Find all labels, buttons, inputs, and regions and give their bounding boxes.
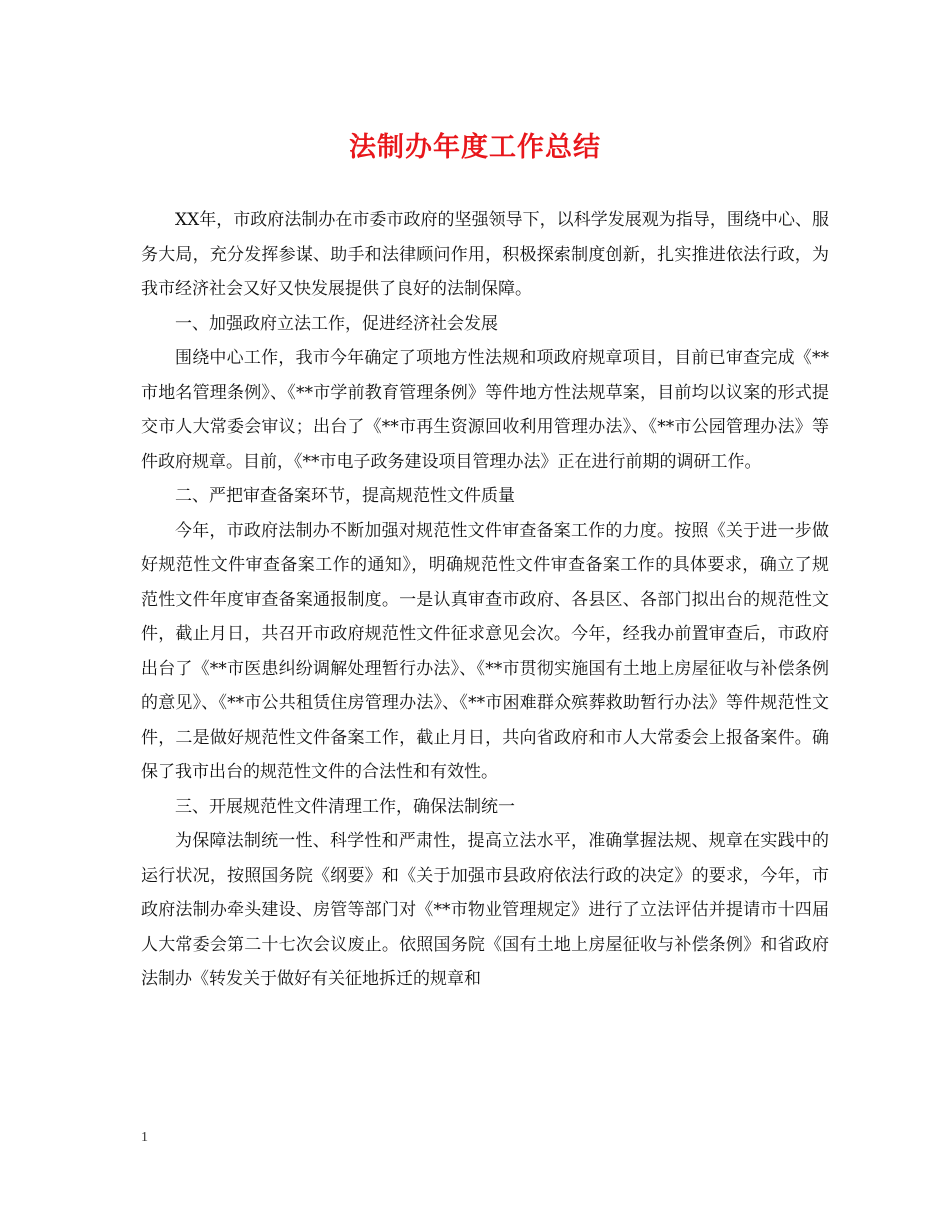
- document-title: 法制办年度工作总结: [349, 132, 601, 163]
- paragraph-section-2: 今年，市政府法制办不断加强对规范性文件审查备案工作的力度。按照《关于进一步做好规范性文件审查备案工作的通知》，明确规范性文件审查备案工作的具体要求，确立了规范性文件年度审查备案通报制度。一是认真审查市政府、各县区、各部门拟出台的规范性文件，截止月日，共召开市政府规范性文件征求意见会次。今年，经我办前置审查后，市政府出台了《**市医患纠纷调解处理暂行办法》、《**市贯彻实施国有土地上房屋征收与补偿条例的意见》、《**市公共租赁住房管理办法》、《**市困难群众殡葬救助暂行办法》等件规范性文件，二是做好规范性文件备案工作，截止月日，共向省政府和市人大常委会上报备案件。确保了我市出台的规范性文件的合法性和有效性。: [141, 520, 829, 782]
- section-heading-2: 二、严把审查备案环节，提高规范性文件质量: [175, 486, 515, 506]
- document-body: [141, 203, 829, 997]
- paragraph-intro: XX年，市政府法制办在市委市政府的坚强领导下，以科学发展观为指导，围绕中心、服务大局，充分发挥参谋、助手和法律顾问作用，积极探索制度创新，扎实推进依法行政，为我市经济社会又好又快发展提供了良好的法制保障。: [141, 210, 829, 299]
- section-heading-3: 三、开展规范性文件清理工作，确保法制统一: [175, 796, 515, 817]
- page-number: 1: [141, 1130, 148, 1145]
- section-heading-1: 一、加强政府立法工作，促进经济社会发展: [175, 313, 498, 334]
- paragraph-section-3: 为保障法制统一性、科学性和严肃性，提高立法水平，准确掌握法规、规章在实践中的运行状况，按照国务院《纲要》和《关于加强市县政府依法行政的决定》的要求，今年，市政府法制办牵头建设、房管等部门对《**市物业管理规定》进行了立法评估并提请市十四届人大常委会第二十七次会议废止。依照国务院《国有土地上房屋征收与补偿条例》和省政府法制办《转发关于做好有关征地拆迁的规章和: [141, 831, 829, 989]
- paragraph-section-1: 围绕中心工作，我市今年确定了项地方性法规和项政府规章项目，目前已审查完成《**市地名管理条例》、《**市学前教育管理条例》等件地方性法规草案，目前均以议案的形式提交市人大常委会审议；出台了《**市再生资源回收利用管理办法》、《**市公园管理办法》等件政府规章。目前，《**市电子政务建设项目管理办法》正在进行前期的调研工作。: [141, 348, 829, 472]
